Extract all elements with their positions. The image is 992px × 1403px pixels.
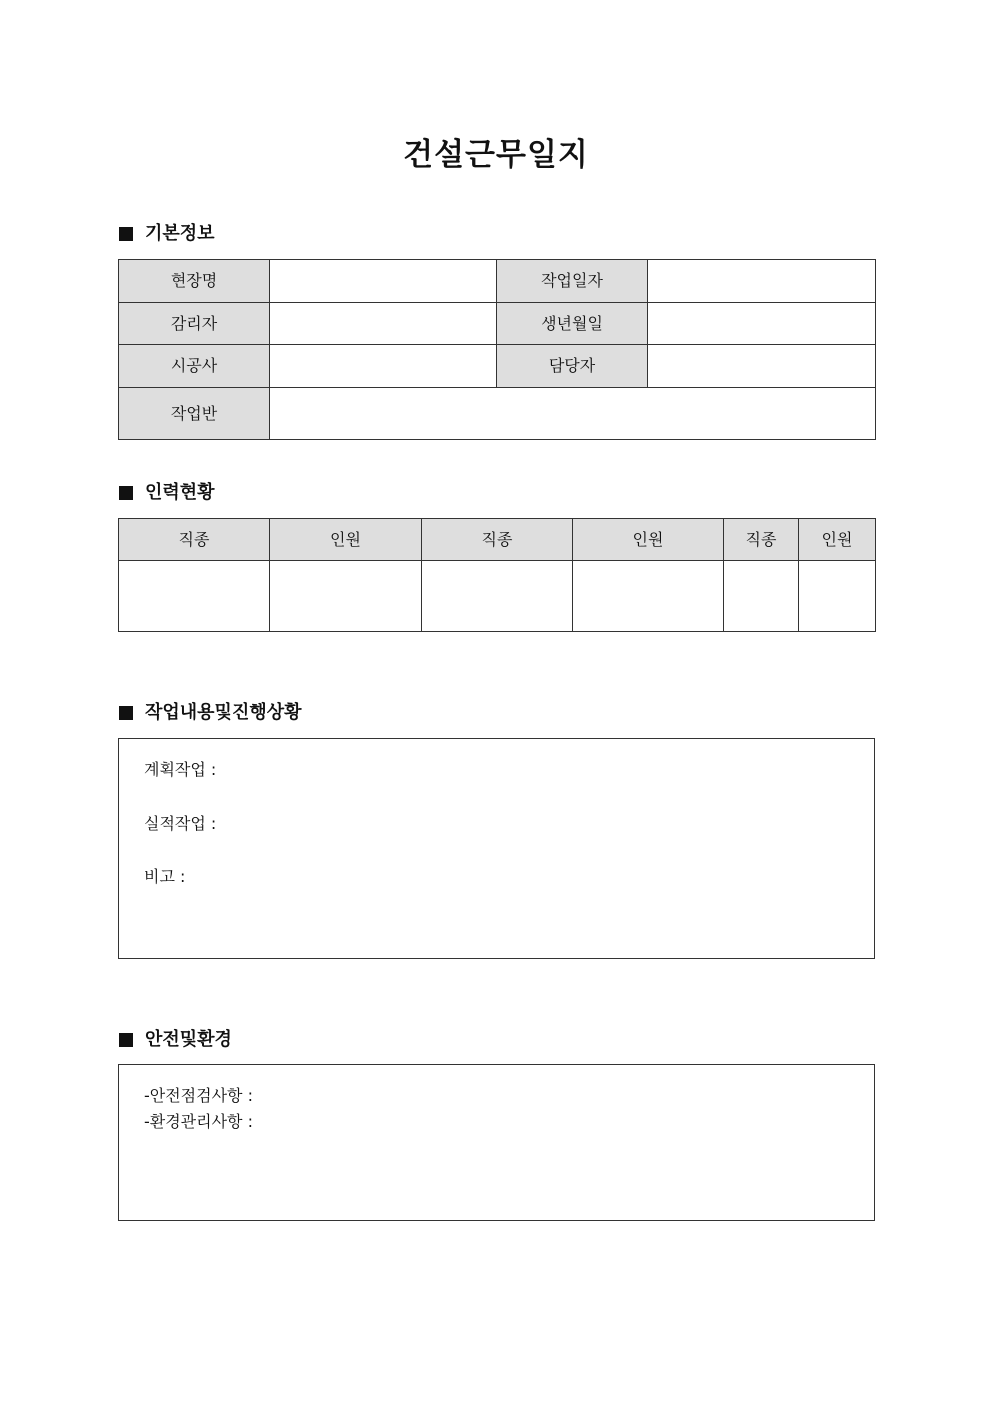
headcount-cell[interactable] — [270, 561, 422, 632]
birth-date-label: 생년월일 — [497, 303, 648, 345]
table-header-row — [119, 519, 876, 561]
trade-cell[interactable] — [422, 561, 573, 632]
remarks-label: 비고 : — [144, 867, 186, 886]
section-heading-label: 기본정보 — [145, 223, 215, 244]
work-date-field[interactable] — [648, 260, 876, 303]
section-heading-work-details — [119, 701, 302, 725]
headcount-cell[interactable] — [799, 561, 876, 632]
site-name-label: 현장명 — [119, 260, 270, 303]
contractor-label: 시공사 — [119, 345, 270, 388]
trade-header: 직종 — [422, 519, 573, 561]
section-heading-manpower — [119, 481, 215, 505]
section-heading-label: 안전및환경 — [145, 1029, 232, 1050]
section-heading-label: 인력현황 — [145, 482, 215, 503]
square-bullet-icon — [119, 1033, 133, 1047]
actual-work-label: 실적작업 : — [144, 814, 217, 833]
work-team-field[interactable] — [270, 388, 876, 440]
birth-date-field[interactable] — [648, 303, 876, 345]
planned-work-label: 계획작업 : — [144, 760, 217, 779]
work-team-label: 작업반 — [119, 388, 270, 440]
section-heading-label: 작업내용및진행상황 — [145, 702, 302, 723]
document-title: 건설근무일지 — [403, 137, 589, 173]
trade-cell[interactable] — [119, 561, 270, 632]
headcount-header: 인원 — [573, 519, 724, 561]
supervisor-label: 감리자 — [119, 303, 270, 345]
safety-env-box[interactable] — [118, 1064, 875, 1221]
table-row — [119, 388, 876, 440]
table-row — [119, 561, 876, 632]
site-name-field[interactable] — [270, 260, 497, 303]
table-row — [119, 303, 876, 345]
table-row — [119, 345, 876, 388]
headcount-cell[interactable] — [573, 561, 724, 632]
section-heading-safety-env — [119, 1028, 232, 1052]
trade-header: 직종 — [724, 519, 799, 561]
square-bullet-icon — [119, 486, 133, 500]
contractor-field[interactable] — [270, 345, 497, 388]
manager-label: 담당자 — [497, 345, 648, 388]
work-details-box[interactable] — [118, 738, 875, 959]
supervisor-field[interactable] — [270, 303, 497, 345]
headcount-header: 인원 — [270, 519, 422, 561]
headcount-header: 인원 — [799, 519, 876, 561]
env-management-label: -환경관리사항 : — [144, 1112, 253, 1131]
trade-cell[interactable] — [724, 561, 799, 632]
table-row — [119, 260, 876, 303]
square-bullet-icon — [119, 227, 133, 241]
trade-header: 직종 — [119, 519, 270, 561]
work-date-label: 작업일자 — [497, 260, 648, 303]
manpower-table — [118, 518, 876, 632]
basic-info-table — [118, 259, 876, 440]
section-heading-basic-info — [119, 222, 215, 246]
manager-field[interactable] — [648, 345, 876, 388]
safety-check-label: -안전점검사항 : — [144, 1086, 253, 1105]
square-bullet-icon — [119, 706, 133, 720]
